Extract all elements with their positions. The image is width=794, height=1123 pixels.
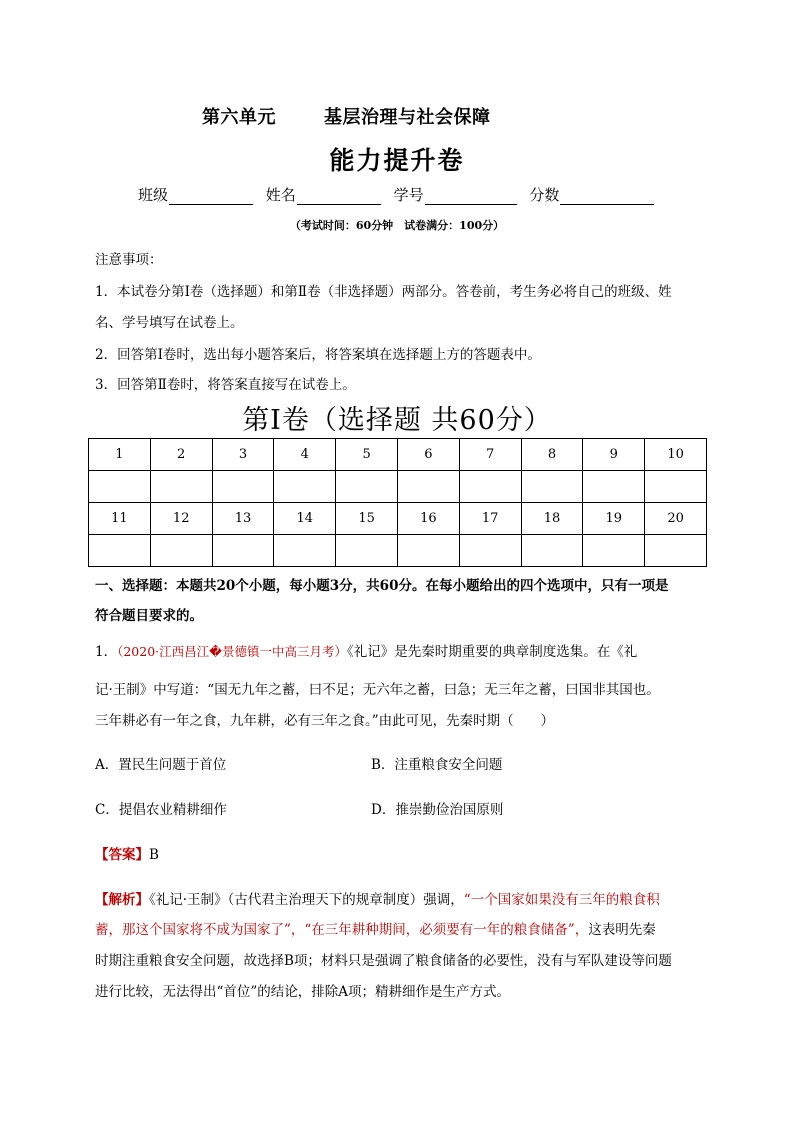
note-item-2: 2．回答第Ⅰ卷时，选出每小题答案后，将答案填在选择题上方的答题表中。 [95, 347, 541, 363]
question-number-cell: 4 [274, 439, 336, 471]
question-number-cell: 6 [397, 439, 459, 471]
question-number-cell: 19 [583, 503, 645, 535]
answer-cell[interactable] [459, 471, 521, 503]
question-number-cell: 7 [459, 439, 521, 471]
question-number-cell: 16 [397, 503, 459, 535]
instruction-line-2: 符合题目要求的。 [95, 608, 203, 624]
instruction-line-1: 一、选择题：本题共20个小题，每小题3分，共60分。在每小题给出的四个选项中，只有一项是 [95, 578, 669, 594]
answer-cell[interactable] [521, 471, 583, 503]
question-number-cell: 5 [336, 439, 398, 471]
answer-cell[interactable] [645, 535, 707, 567]
analysis-quote: 蓄，那这个国家将不成为国家了”，“在三年耕种期间，必须要有一年的粮食储备”， [95, 922, 589, 938]
question-number-cell: 20 [645, 503, 707, 535]
student-id-field [394, 184, 517, 205]
student-info-fields [138, 184, 662, 205]
answer-cell[interactable] [150, 471, 212, 503]
answer-cell[interactable] [583, 471, 645, 503]
answer-cell[interactable] [89, 535, 151, 567]
answer-cell[interactable] [397, 535, 459, 567]
answer-cell[interactable] [212, 471, 274, 503]
table-row [89, 503, 707, 535]
answer-cell[interactable] [645, 471, 707, 503]
table-row [89, 439, 707, 471]
analysis-line-3: 时期注重粮食安全问题，故选择B项；材料只是强调了粮食储备的必要性，没有与军队建设等问题 [95, 953, 672, 969]
question-number-cell: 18 [521, 503, 583, 535]
answer-cell[interactable] [274, 471, 336, 503]
answer-cell[interactable] [274, 535, 336, 567]
option-b[interactable]: B．注重粮食安全问题 [371, 757, 503, 773]
question-number-cell: 8 [521, 439, 583, 471]
answer-label: 【答案】 [95, 847, 149, 863]
question-number: 1． [95, 644, 118, 660]
question-number-cell: 13 [212, 503, 274, 535]
table-row [89, 471, 707, 503]
section-header: 第Ⅰ卷（选择题 共60分） [242, 405, 552, 436]
answer-cell[interactable] [150, 535, 212, 567]
question-number-cell: 12 [150, 503, 212, 535]
unit-number: 第六单元 [202, 107, 276, 128]
answer-cell[interactable] [336, 535, 398, 567]
answer-line [95, 843, 159, 863]
student-id-label: 学号 [393, 186, 424, 204]
class-blank[interactable] [169, 188, 253, 205]
question-number-cell: 3 [212, 439, 274, 471]
option-d[interactable]: D．推崇勤俭治国原则 [371, 802, 504, 818]
class-label: 班级 [138, 186, 169, 204]
unit-title: 基层治理与社会保障 [324, 107, 491, 128]
answer-value: B [149, 847, 159, 863]
question-text: 《礼记》是先秦时期重要的典章制度选集。在《礼 [346, 644, 638, 660]
question-number-cell: 11 [89, 503, 151, 535]
question-1-line-1 [95, 640, 637, 660]
analysis-label: 【解析】 [95, 892, 149, 908]
answer-cell[interactable] [336, 471, 398, 503]
page-title: 能力提升卷 [329, 146, 465, 175]
question-number-cell: 10 [645, 439, 707, 471]
note-item-3: 3．回答第Ⅱ卷时，将答案直接写在试卷上。 [95, 377, 356, 393]
question-number-cell: 1 [89, 439, 151, 471]
analysis-line-2 [95, 918, 656, 938]
answer-cell[interactable] [89, 471, 151, 503]
analysis-text: 《礼记·王制》（古代君主治理天下的规章制度）强调， [149, 892, 464, 908]
question-source: （2020·江西昌江�景德镇一中高三月考） [117, 644, 347, 659]
analysis-quote: “一个国家如果没有三年的粮食积 [463, 892, 660, 908]
option-a[interactable]: A．置民生问题于首位 [95, 757, 227, 773]
analysis-line-1 [95, 888, 660, 908]
answer-cell[interactable] [397, 471, 459, 503]
name-blank[interactable] [297, 188, 381, 205]
unit-heading [202, 103, 491, 129]
note-item-1-line-1: 1．本试卷分第Ⅰ卷（选择题）和第Ⅱ卷（非选择题）两部分。答卷前，考生务必将自己的班级、姓 [95, 284, 672, 300]
question-number-cell: 14 [274, 503, 336, 535]
answer-cell[interactable] [583, 535, 645, 567]
analysis-line-4: 进行比较，无法得出“首位”的结论，排除A项；精耕细作是生产方式。 [95, 984, 511, 1000]
question-1-line-2: 记·王制》中写道：“国无九年之蓄，曰不足；无六年之蓄，曰急；无三年之蓄，曰国非其国也。 [95, 682, 660, 698]
notes-heading: 注意事项： [95, 252, 163, 268]
answer-cell[interactable] [521, 535, 583, 567]
question-number-cell: 17 [459, 503, 521, 535]
score-label: 分数 [529, 186, 560, 204]
option-c[interactable]: C．提倡农业精耕细作 [95, 802, 227, 818]
question-number-cell: 15 [336, 503, 398, 535]
student-id-blank[interactable] [425, 188, 517, 205]
score-blank[interactable] [560, 188, 654, 205]
name-field [266, 184, 381, 205]
table-row [89, 535, 707, 567]
analysis-text: 这表明先秦 [588, 922, 656, 938]
answer-cell[interactable] [459, 535, 521, 567]
class-field [138, 184, 253, 205]
note-item-1-line-2: 名、学号填写在试卷上。 [95, 315, 244, 331]
name-label: 姓名 [265, 186, 296, 204]
answer-cell[interactable] [212, 535, 274, 567]
question-number-cell: 2 [150, 439, 212, 471]
question-number-cell: 9 [583, 439, 645, 471]
score-field [529, 184, 654, 205]
answer-table [88, 438, 707, 567]
question-1-line-3: 三年耕必有一年之食，九年耕，必有三年之食。”由此可见，先秦时期（ ） [95, 713, 555, 729]
exam-info: （考试时间：60分钟 试卷满分：100分） [289, 219, 505, 232]
